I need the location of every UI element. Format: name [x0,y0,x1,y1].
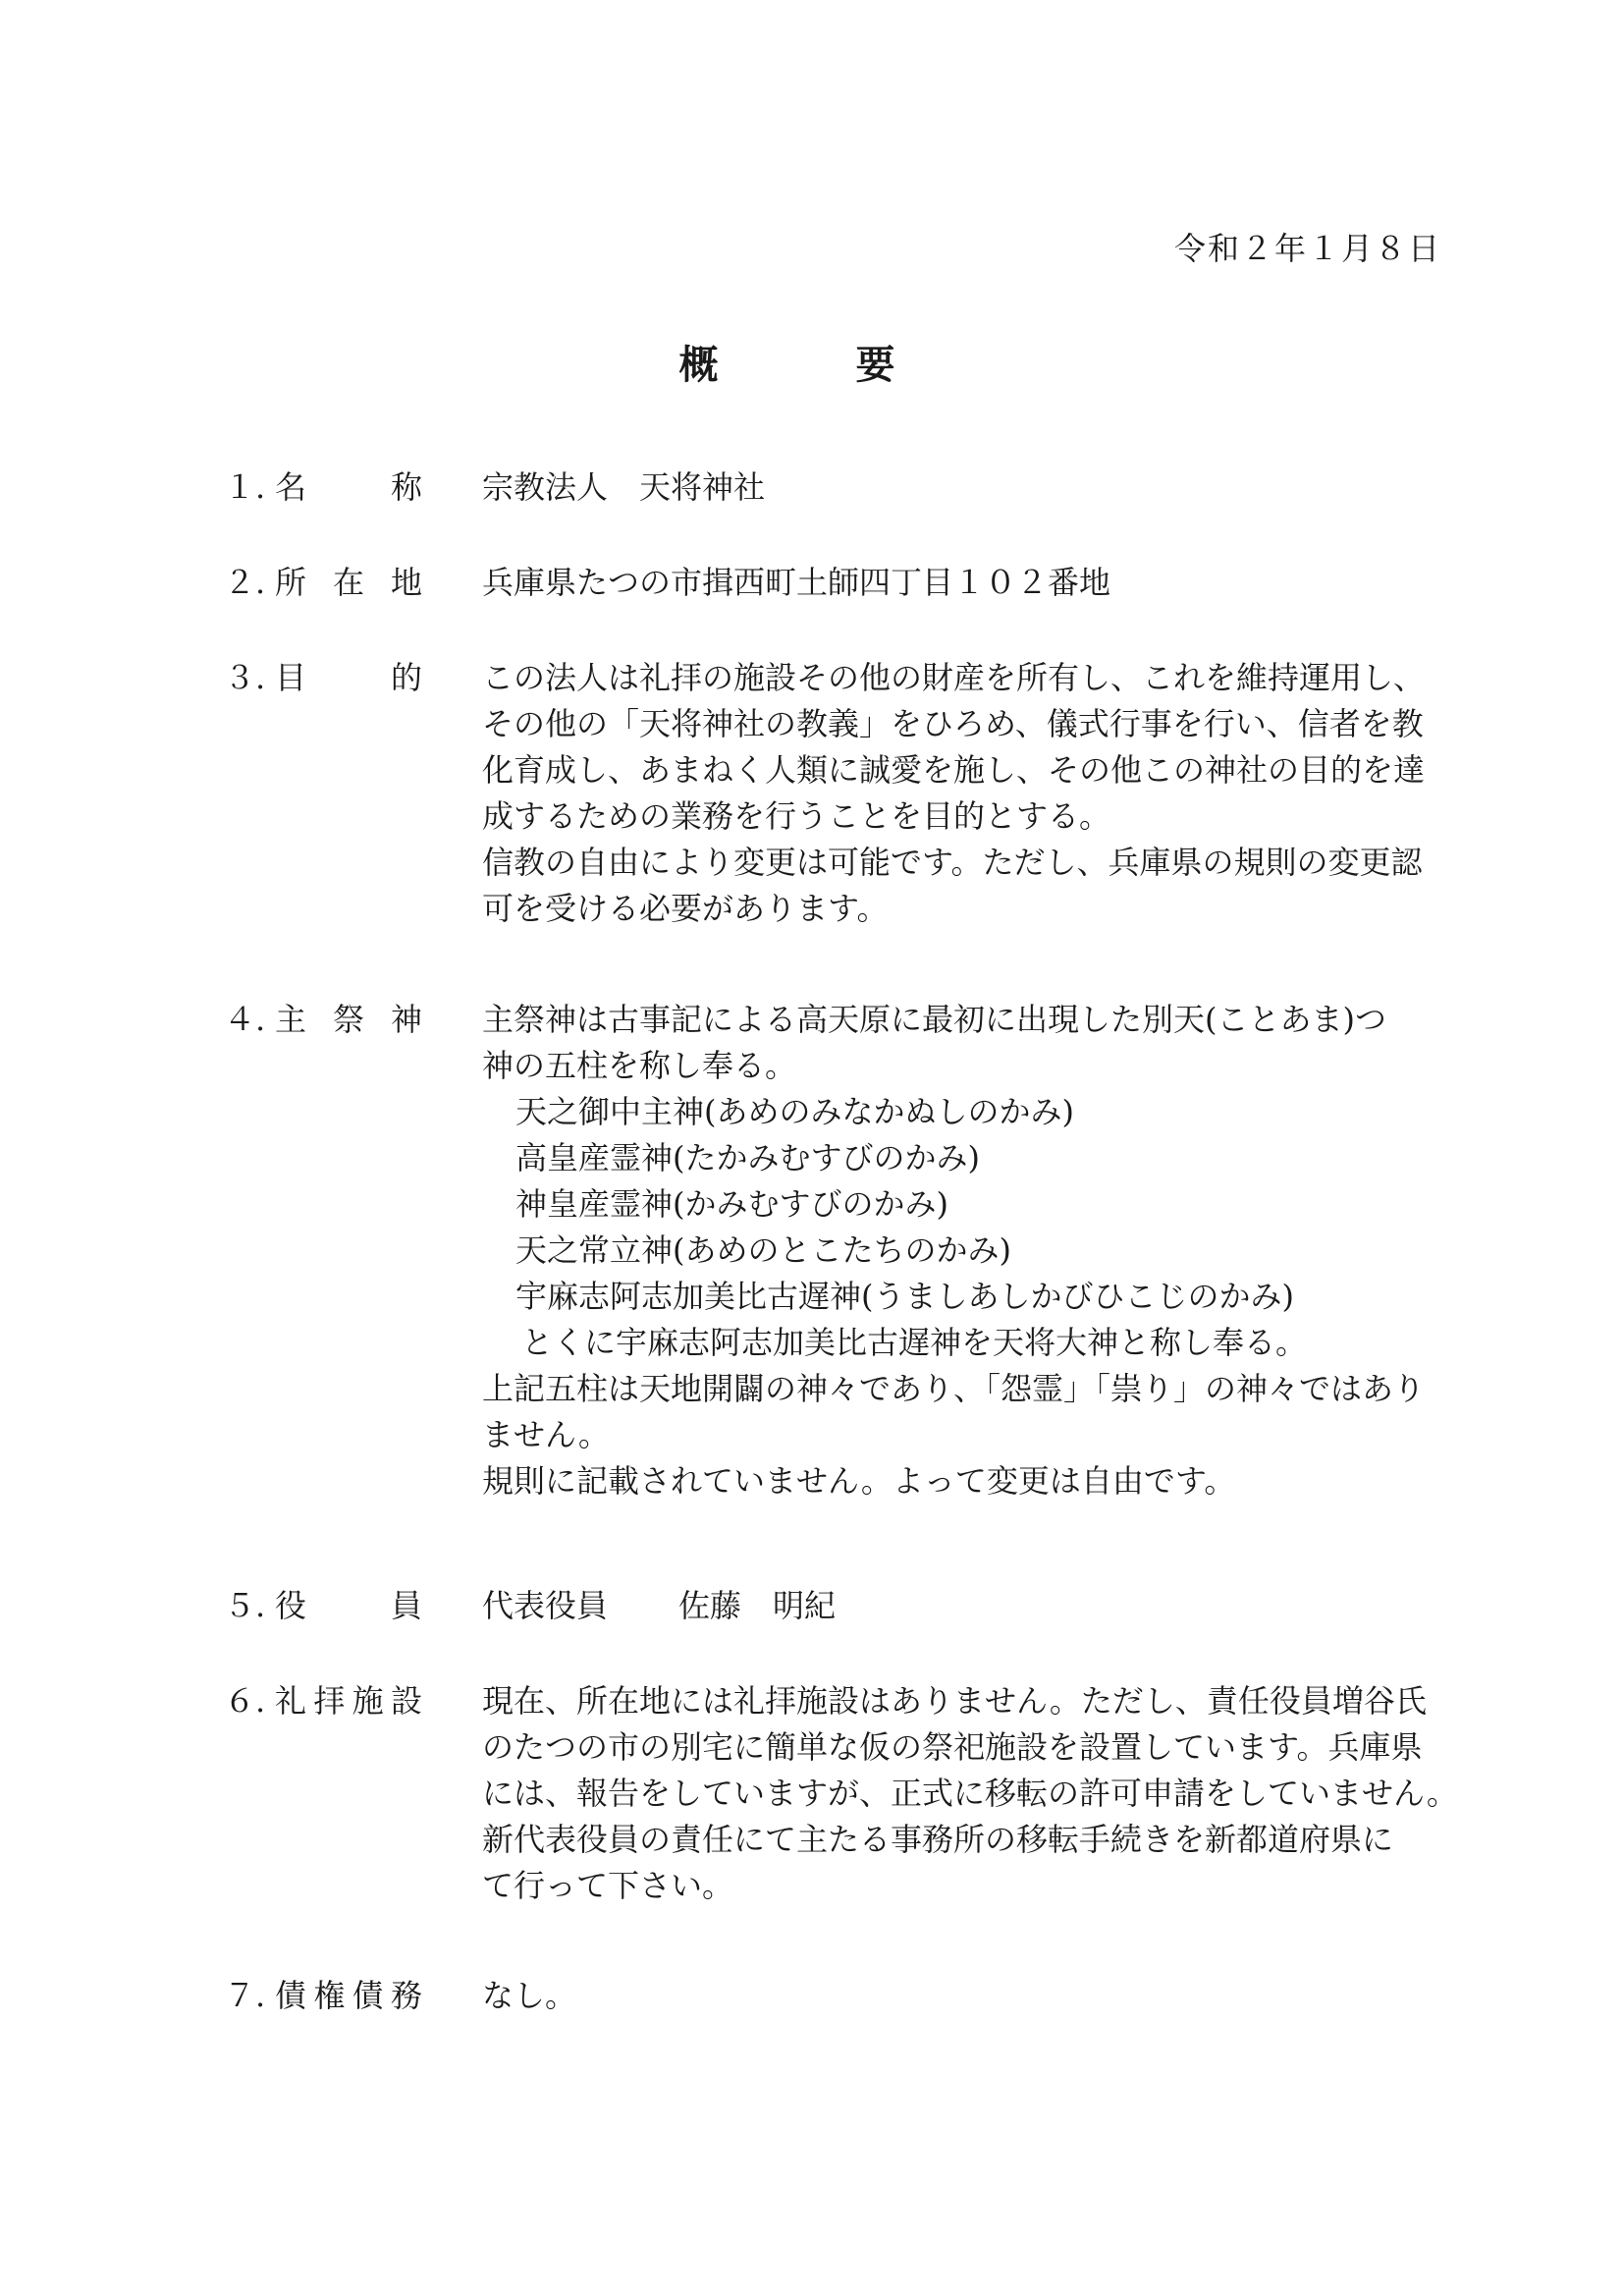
section-number: ２. [224,564,266,601]
section-body [482,1678,1482,1909]
deity-line: 宇麻志阿志加美比古遅神(うましあしかびひこじのかみ) [515,1278,1294,1315]
body-line: には、報告をしていますが、正式に移転の許可申請をしていません。 [482,1775,1458,1812]
officer-name: 佐藤 明紀 [678,1587,837,1624]
section-number: ５. [224,1587,266,1624]
body-line: 化育成し、あまねく人類に誠愛を施し、その他この神社の目的を達 [482,751,1426,789]
body-line: 規則に記載されていません。よって変更は自由です。 [482,1462,1236,1500]
section-body [482,1973,1482,2019]
body-line: 成するための業務を行うことを目的とする。 [482,797,1111,835]
body-line: その他の「天将神社の教義」をひろめ、儀式行事を行い、信者を教 [482,705,1424,742]
deity-line: 神皇産霊神(かみむすびのかみ) [515,1185,948,1223]
section-body [482,655,1482,932]
section-label: 礼拝施設 [275,1682,422,1720]
section-number: ７. [224,1977,266,2014]
section-body [482,465,1482,511]
deity-line: 天之常立神(あめのとこたちのかみ) [515,1231,1011,1269]
body-line: この法人は礼拝の施設その他の財産を所有し、これを維持運用し、 [482,659,1426,696]
body-line: 兵庫県たつの市揖西町土師四丁目１０２番地 [482,564,1111,601]
section-label: 役員 [275,1587,422,1624]
section-label: 債権債務 [275,1977,422,2014]
body-line: 主祭神は古事記による高天原に最初に出現した別天(ことあま)つ [482,1001,1386,1038]
body-line: 神の五柱を称し奉る。 [482,1047,797,1084]
body-line: 上記五柱は天地開闢の神々であり、「怨霊」「祟り」の神々ではあり [482,1370,1426,1407]
body-line: 信教の自由により変更は可能です。ただし、兵庫県の規則の変更認 [482,844,1423,881]
body-line: なし。 [482,1977,577,2014]
section-number: １. [224,468,266,506]
section-body [482,1583,1482,1629]
section-number: ４. [224,1001,266,1038]
section-body [482,997,1482,1504]
body-line: 宗教法人 天将神社 [482,468,766,506]
section-label: 名称 [275,468,422,506]
document-title: 概 要 [678,342,945,388]
section-label: 目的 [275,659,422,696]
deity-line: 高皇産霊神(たかみむすびのかみ) [515,1139,980,1176]
section-label: 主祭神 [275,1001,422,1038]
body-line: 新代表役員の責任にて主たる事務所の移転手続きを新都道府県に [482,1821,1394,1858]
deity-line: 天之御中主神(あめのみなかぬしのかみ) [515,1093,1074,1130]
section-number: ３. [224,659,266,696]
document-date: 令和２年１月８日 [1173,230,1441,267]
body-line: ません。 [482,1416,610,1453]
body-line: 可を受ける必要があります。 [482,890,889,927]
body-line: 現在、所在地には礼拝施設はありません。ただし、責任役員増谷氏 [482,1682,1427,1720]
deity-note: とくに宇麻志阿志加美比古遅神を天将大神と称し奉る。 [521,1324,1308,1361]
section-label: 所在地 [275,564,422,601]
body-line: て行って下さい。 [482,1867,734,1904]
section-body [482,560,1482,606]
body-line: のたつの市の別宅に簡単な仮の祭祀施設を設置しています。兵庫県 [482,1728,1423,1766]
section-number: ６. [224,1682,266,1720]
officer-title: 代表役員 [482,1587,609,1624]
